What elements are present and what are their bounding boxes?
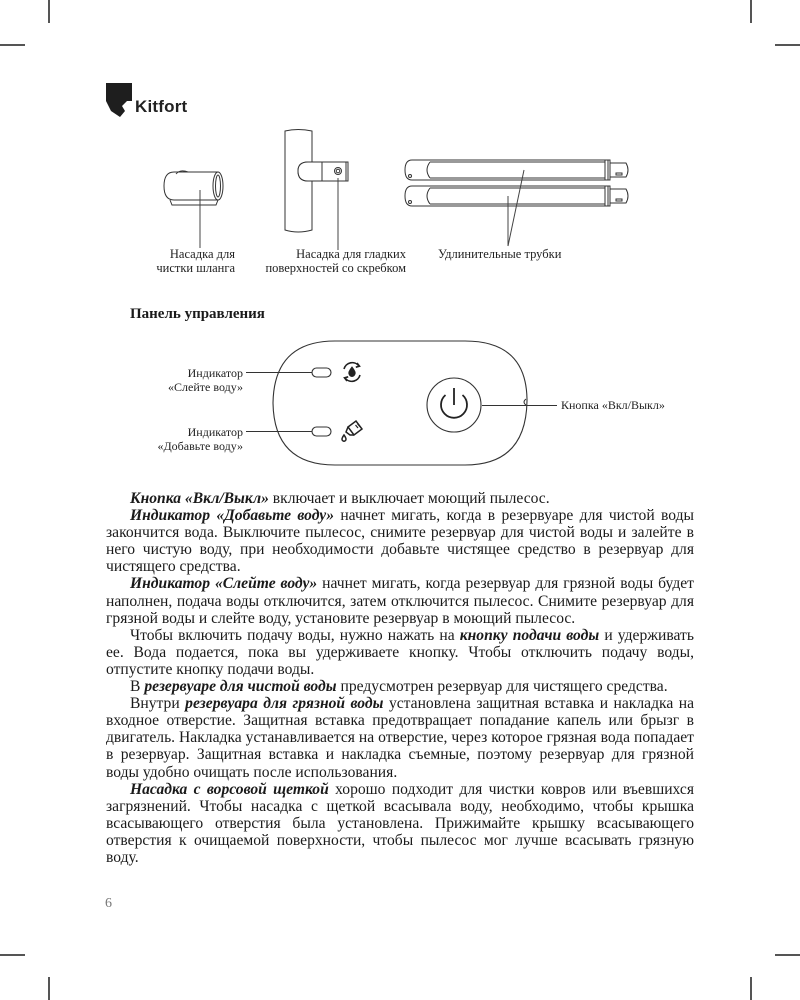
paragraph-add-water <box>106 507 694 575</box>
leader-line-power <box>482 405 557 406</box>
crop-mark <box>0 44 25 46</box>
figure-caption-extension-tubes <box>438 247 561 261</box>
term: резервуара для грязной воды <box>185 695 384 713</box>
brand-logo <box>106 83 187 117</box>
paragraph-power-button <box>106 490 694 507</box>
drain-water-indicator <box>310 365 336 379</box>
crop-mark <box>48 0 50 23</box>
figure-caption-hose-nozzle <box>150 247 235 275</box>
drain-water-icon <box>340 360 364 384</box>
crop-mark <box>775 954 800 956</box>
crop-mark <box>48 977 50 1000</box>
add-water-icon <box>339 418 365 444</box>
term: Кнопка «Вкл/Выкл» <box>130 490 269 507</box>
paragraph-brush-nozzle <box>106 781 694 866</box>
label-line: Индикатор <box>187 366 243 380</box>
label-power-button: Кнопка «Вкл/Выкл» <box>561 398 665 412</box>
smooth-surface-nozzle-illustration <box>280 128 360 250</box>
label-add-water-indicator <box>130 425 243 453</box>
paragraph-text: включает и выключает моющий пылесос. <box>268 490 550 507</box>
paragraph-text: В <box>130 678 145 696</box>
crop-mark <box>0 954 25 956</box>
leader-line-drain <box>246 372 312 373</box>
crop-mark <box>775 44 800 46</box>
extension-tubes-illustration <box>400 150 635 250</box>
label-line: «Слейте воду» <box>168 380 243 394</box>
paragraph-text: и удерживать ее. Вода подается, пока вы удерживаете кнопку. Чтобы отключить подачу воды, отпустите кнопку подачи воды. <box>106 626 694 678</box>
label-line: «Добавьте воду» <box>157 439 243 453</box>
caption-line: чистки шланга <box>156 261 235 275</box>
power-button[interactable] <box>424 375 484 435</box>
paragraph-text: начнет мигать, когда резервуар для грязной воды будет наполнен, подача воды отключится, затем отключится пылесос. Снимите резервуар для грязной воды и слейте воду, установите резервуар в моющий пылесос. <box>106 575 694 627</box>
caption-line: Насадка для гладких <box>296 247 406 261</box>
section-title: Панель управления <box>130 306 265 322</box>
leader-line-add <box>246 431 312 432</box>
term: Индикатор «Слейте воду» <box>130 575 318 593</box>
paragraph-text: предусмотрен резервуар для чистящего средства. <box>336 678 668 696</box>
term: резервуаре для чистой воды <box>144 678 337 696</box>
caption-line: Удлинительные трубки <box>438 247 562 261</box>
crop-mark <box>750 0 752 23</box>
body-text <box>106 490 694 866</box>
label-line: Индикатор <box>187 425 243 439</box>
add-water-indicator <box>310 424 336 438</box>
crop-mark <box>750 977 752 1000</box>
paragraph-water-supply <box>106 627 694 678</box>
caption-line: поверхностей со скребком <box>265 261 406 275</box>
figure-caption-smooth-nozzle <box>254 247 406 275</box>
kitfort-logo-icon <box>106 83 132 117</box>
paragraph-text: Внутри <box>130 695 186 713</box>
term: Насадка с ворсовой щеткой <box>130 780 329 798</box>
term: кнопку подачи воды <box>459 626 600 644</box>
term: Индикатор «Добавьте воду» <box>130 507 335 525</box>
paragraph-text: установлена защитная вставка и накладка на входное отверстие. Защитная вставка предотвращает попадание капель или брызг в двигатель. Накладка устанавливается на отверстие, через которое грязная вода попадает в резервуар. Защитная вставка и накладка съемные, поэтому резервуар для грязной воды удобно очищать после использования. <box>106 695 695 781</box>
paragraph-text: начнет мигать, когда в резервуаре для чистой воды закончится вода. Выключите пылесос, снимите резервуар для чистой воды и залейте в него чистую воду, при необходимости добавьте чистящее средство в резервуар для чистящего средства. <box>106 507 695 576</box>
caption-line: Насадка для <box>169 247 235 261</box>
paragraph-clean-tank <box>106 678 694 695</box>
paragraph-dirty-tank <box>106 695 694 780</box>
paragraph-text: хорошо подходит для чистки ковров или въевшихся загрязнений. Чтобы насадка с щеткой всасывала воду, необходимо, чтобы крышка всасывающего отверстия была установлена. Прижимайте крышку всасывающего отверстия к очищаемой поверхности, чтобы пылесос мог лучше всасывать грязную воду. <box>106 780 694 866</box>
paragraph-text: Чтобы включить подачу воды, нужно нажать на <box>130 626 460 644</box>
label-drain-water-indicator <box>130 366 243 394</box>
page-number: 6 <box>105 896 112 911</box>
brand-name: Kitfort <box>135 97 188 116</box>
paragraph-drain-water <box>106 575 694 626</box>
